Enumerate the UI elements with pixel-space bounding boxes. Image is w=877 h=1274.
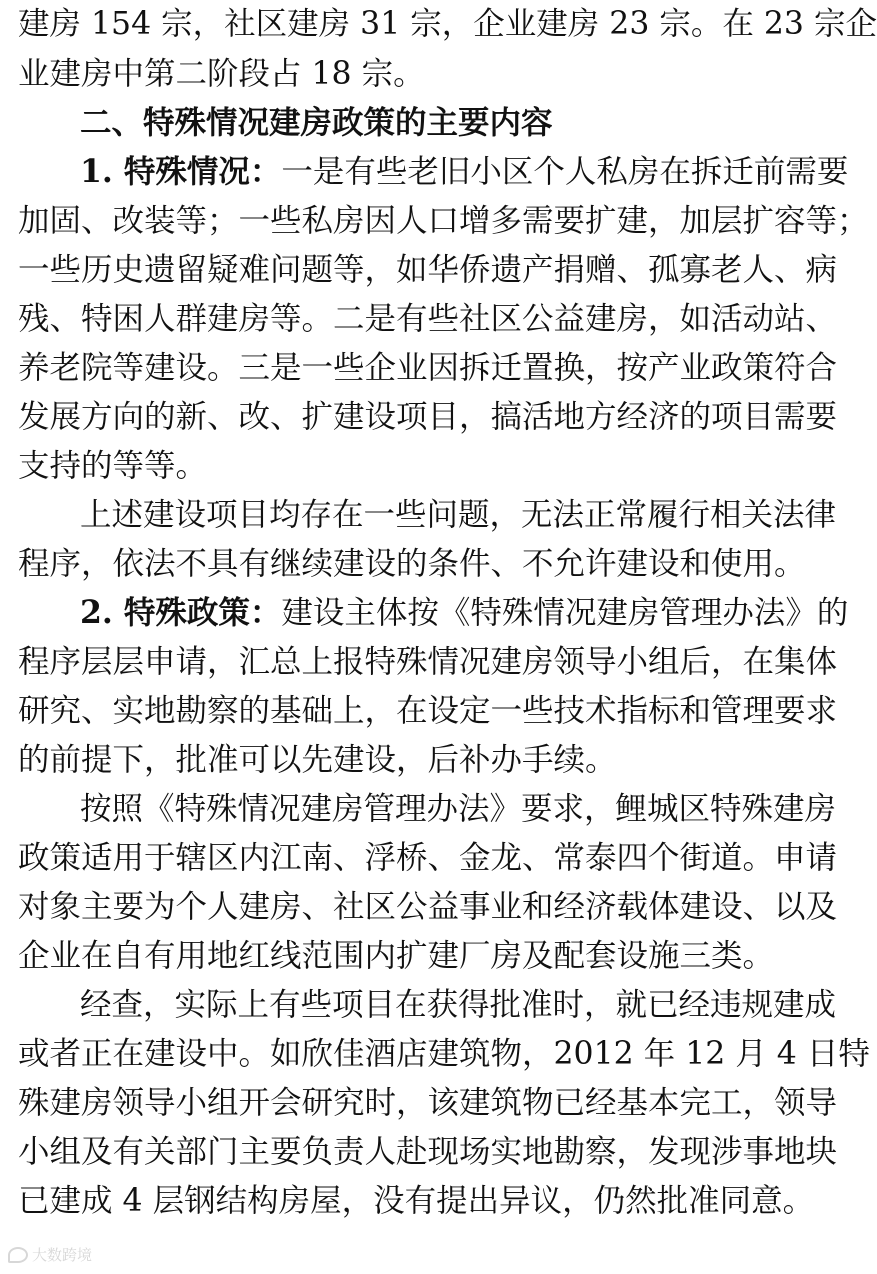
text-line: 殊建房领导小组开会研究时，该建筑物已经基本完工，领导 xyxy=(18,1085,838,1121)
section-heading: 二、特殊情况建房政策的主要内容 xyxy=(80,105,553,141)
text-line: 程序，依法不具有继续建设的条件、不允许建设和使用。 xyxy=(18,546,806,582)
text-line: 加固、改装等；一些私房因人口增多需要扩建，加层扩容等； xyxy=(18,203,869,239)
paragraph-first-line xyxy=(80,152,848,192)
text-line: 对象主要为个人建房、社区公益事业和经济载体建设、以及 xyxy=(18,889,838,925)
text-line: 政策适用于辖区内江南、浮桥、金龙、常泰四个街道。申请 xyxy=(18,840,838,876)
text-line: 发展方向的新、改、扩建设项目，搞活地方经济的项目需要 xyxy=(18,399,838,435)
text-line: 上述建设项目均存在一些问题，无法正常履行相关法律 xyxy=(80,497,837,533)
watermark-logo-icon xyxy=(8,1247,28,1263)
text-line: 小组及有关部门主要负责人赴现场实地勘察，发现涉事地块 xyxy=(18,1134,838,1170)
text-line: 的前提下，批准可以先建设，后补办手续。 xyxy=(18,742,617,778)
text-line: 经查，实际上有些项目在获得批准时，就已经违规建成 xyxy=(80,987,837,1023)
text-span: 一是有些老旧小区个人私房在拆迁前需要 xyxy=(281,154,849,190)
text-line: 企业在自有用地红线范围内扩建厂房及配套设施三类。 xyxy=(18,938,775,974)
text-span: 建设主体按《特殊情况建房管理办法》的 xyxy=(281,595,849,631)
text-line: 建房 154 宗，社区建房 31 宗，企业建房 23 宗。在 23 宗企 xyxy=(18,6,877,42)
paragraph-first-line xyxy=(80,593,848,633)
text-line: 支持的等等。 xyxy=(18,448,208,484)
text-line: 或者正在建设中。如欣佳酒店建筑物，2012 年 12 月 4 日特 xyxy=(18,1036,870,1072)
watermark xyxy=(8,1244,92,1265)
text-line: 业建房中第二阶段占 18 宗。 xyxy=(18,56,425,92)
text-line: 已建成 4 层钢结构房屋，没有提出异议，仍然批准同意。 xyxy=(18,1183,815,1219)
text-line: 按照《特殊情况建房管理办法》要求，鲤城区特殊建房 xyxy=(80,791,837,827)
text-line: 养老院等建设。三是一些企业因拆迁置换，按产业政策符合 xyxy=(18,350,838,386)
subheading-label: 1. 特殊情况： xyxy=(80,153,282,190)
text-line: 一些历史遗留疑难问题等，如华侨遗产捐赠、孤寡老人、病 xyxy=(18,252,838,288)
subheading-label: 2. 特殊政策： xyxy=(80,594,282,631)
text-line: 程序层层申请，汇总上报特殊情况建房领导小组后，在集体 xyxy=(18,644,838,680)
text-line: 残、特困人群建房等。二是有些社区公益建房，如活动站、 xyxy=(18,301,838,337)
watermark-text: 大数跨境 xyxy=(32,1246,93,1264)
text-line: 研究、实地勘察的基础上，在设定一些技术指标和管理要求 xyxy=(18,693,838,729)
